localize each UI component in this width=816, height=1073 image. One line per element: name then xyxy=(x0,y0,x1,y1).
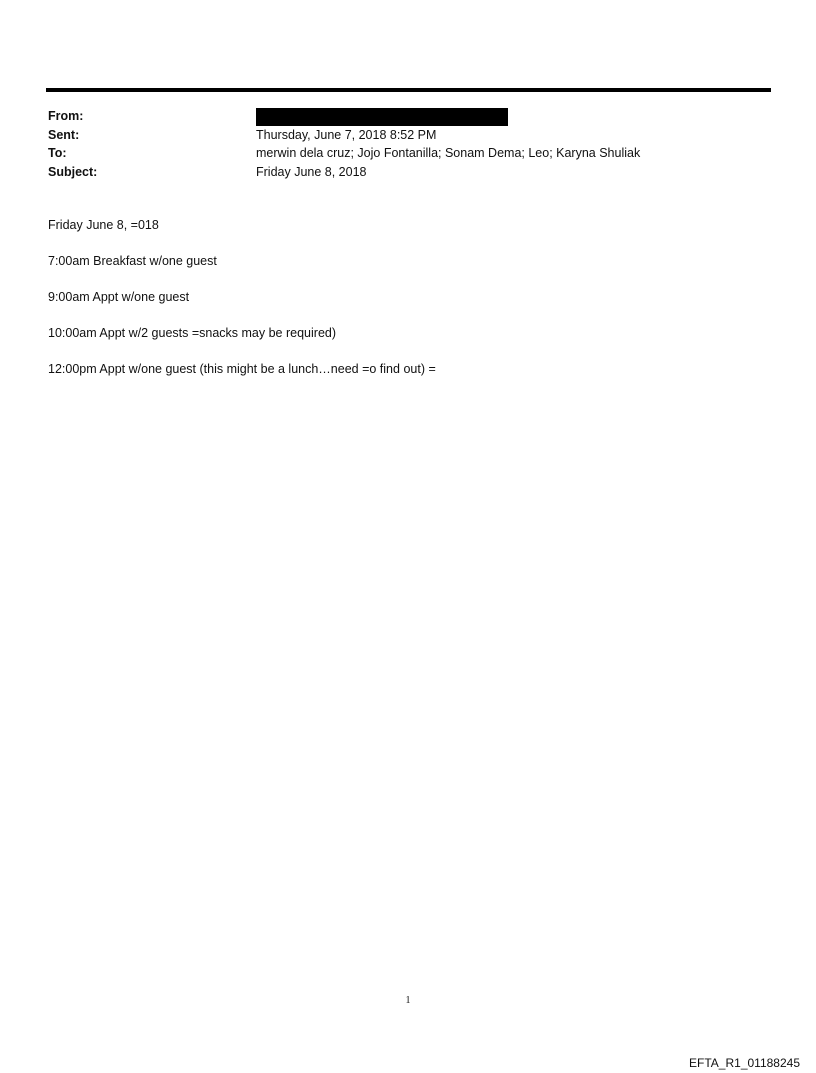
body-line-appt-10am: 10:00am Appt w/2 guests =snacks may be required) xyxy=(48,326,337,340)
page-number: 1 xyxy=(405,995,411,1006)
email-header xyxy=(48,107,768,181)
header-divider xyxy=(46,88,771,92)
sent-row xyxy=(48,126,768,145)
from-row xyxy=(48,107,768,126)
body-line-appt-9am: 9:00am Appt w/one guest xyxy=(48,290,190,304)
email-body xyxy=(48,216,768,396)
from-label: From: xyxy=(48,109,84,123)
subject-value: Friday June 8, 2018 xyxy=(256,164,367,179)
to-row xyxy=(48,144,768,163)
body-line-date: Friday June 8, =018 xyxy=(48,218,159,232)
sent-label: Sent: xyxy=(48,127,80,142)
subject-row xyxy=(48,163,768,182)
redaction-bar xyxy=(256,108,508,126)
document-id: EFTA_R1_01188245 xyxy=(689,1056,800,1070)
sent-value: Thursday, June 7, 2018 8:52 PM xyxy=(256,127,437,142)
to-value: merwin dela cruz; Jojo Fontanilla; Sonam Dema; Leo; Karyna Shuliak xyxy=(256,146,641,160)
subject-label: Subject: xyxy=(48,164,98,179)
body-line-breakfast: 7:00am Breakfast w/one guest xyxy=(48,254,217,268)
to-label: To: xyxy=(48,146,67,160)
body-line-appt-12pm: 12:00pm Appt w/one guest (this might be a lunch…need =o find out) = xyxy=(48,362,436,376)
